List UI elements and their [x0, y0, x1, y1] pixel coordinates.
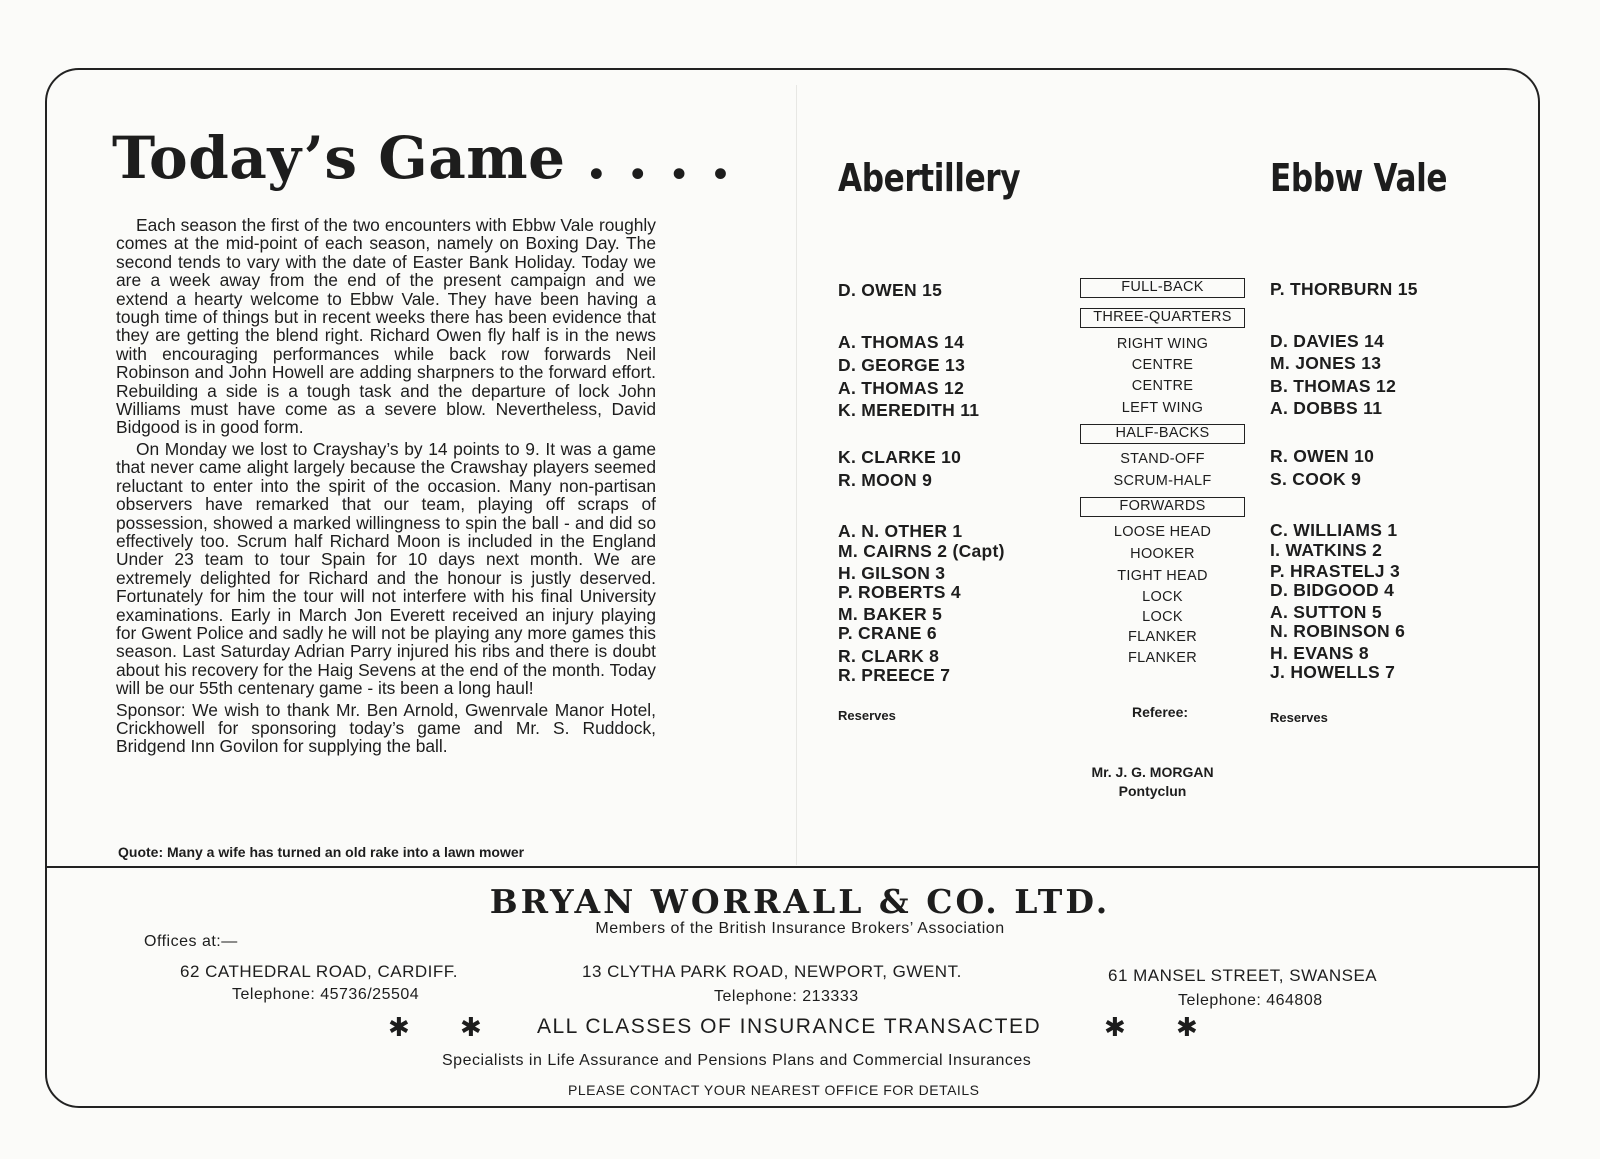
away-player: N. ROBINSON 6: [1270, 621, 1406, 641]
position-label: HOOKER: [1130, 546, 1195, 562]
referee-town: Pontyclun: [1118, 783, 1187, 799]
section-half-backs: HALF-BACKS: [1080, 424, 1245, 444]
section-full-back: FULL-BACK: [1080, 278, 1245, 298]
star-icon: ✱: [1104, 1012, 1126, 1042]
position-label: LOOSE HEAD: [1113, 524, 1212, 540]
position-label: LEFT WING: [1121, 400, 1204, 416]
home-player: H. GILSON 3: [838, 563, 946, 583]
position-label: CENTRE: [1131, 378, 1194, 394]
position-label: TIGHT HEAD: [1117, 568, 1208, 584]
home-player: A. THOMAS 12: [838, 378, 965, 398]
position-label: LOCK: [1142, 609, 1183, 625]
away-player: D. DAVIES 14: [1270, 331, 1385, 351]
position-label: SCRUM-HALF: [1113, 473, 1212, 489]
away-player: I. WATKINS 2: [1270, 540, 1383, 560]
away-reserves-label: Reserves: [1270, 710, 1328, 725]
position-label: LOCK: [1142, 589, 1183, 605]
home-player: M. CAIRNS 2 (Capt): [838, 541, 1005, 561]
office-address: 61 MANSEL STREET, SWANSEA: [1108, 966, 1378, 985]
away-player: P. HRASTELJ 3: [1270, 561, 1401, 581]
home-player: P. CRANE 6: [838, 623, 937, 643]
star-icon: ✱: [388, 1012, 410, 1042]
membership-line: Members of the British Insurance Brokers’ Association: [595, 920, 1005, 937]
away-player: C. WILLIAMS 1: [1270, 520, 1398, 540]
home-reserves-label: Reserves: [838, 708, 896, 723]
position-label: FLANKER: [1128, 650, 1197, 666]
position-label: CENTRE: [1131, 357, 1194, 373]
home-player: R. MOON 9: [838, 470, 933, 490]
contact-line: PLEASE CONTACT YOUR NEAREST OFFICE FOR DETAILS: [568, 1082, 980, 1098]
away-player: D. BIDGOOD 4: [1270, 580, 1395, 600]
office-telephone: Telephone: 464808: [1178, 992, 1323, 1009]
article-body: [116, 216, 656, 759]
article-paragraph: On Monday we lost to Crayshay’s by 14 points to 9. It was a game that never came alight largely because the Crawshay players seemed reluctant to enter into the spirit of the occasion. Many non-partisan observers have remarked that our team, playing off scraps of possession, showed a marked willingness to spin the ball - and did so effectively too. Scrum half Richard Moon is included in the England Under 23 team to tour Spain for 10 days next month. We are extremely delighted for Richard and the honour is justly deserved. Fortunately for him the tour will not interfere with his final University examinations. Early in March Jon Everett received an injury playing for Gwent Police and sadly he will not be playing any more games this season. Last Saturday Adrian Parry injured his ribs and there is doubt about his recovery for the Haig Sevens at the end of the month. Today will be our 55th centenary game - its been a long haul!: [116, 438, 656, 699]
offices-label: Offices at:—: [144, 933, 238, 950]
star-icon: ✱: [1176, 1012, 1198, 1042]
away-team-name: Ebbw Vale: [1270, 156, 1448, 200]
fold-line: [796, 85, 797, 865]
company-name: BRYAN WORRALL & CO. LTD.: [489, 882, 1111, 921]
home-player: R. PREECE 7: [838, 665, 951, 685]
position-label: RIGHT WING: [1116, 336, 1209, 352]
away-player: S. COOK 9: [1270, 469, 1362, 489]
home-player: A. N. OTHER 1: [838, 521, 963, 541]
tagline: ALL CLASSES OF INSURANCE TRANSACTED: [537, 1015, 1042, 1038]
advert-divider: [46, 866, 1540, 868]
away-player: J. HOWELLS 7: [1270, 662, 1396, 682]
away-player: B. THOMAS 12: [1270, 376, 1397, 396]
specialists-line: Specialists in Life Assurance and Pensions Plans and Commercial Insurances: [442, 1052, 1032, 1069]
section-forwards: FORWARDS: [1080, 497, 1245, 517]
star-icon: ✱: [460, 1012, 482, 1042]
sponsor-note: Sponsor: We wish to thank Mr. Ben Arnold, Gwenrvale Manor Hotel, Crickhowell for sponsoring today’s game and Mr. S. Ruddock, Bridgend Inn Govilon for supplying the ball.: [116, 699, 656, 757]
away-player: M. JONES 13: [1270, 353, 1382, 373]
home-player: A. THOMAS 14: [838, 332, 965, 352]
article-paragraph: Each season the first of the two encounters with Ebbw Vale roughly comes at the mid-point of each season, namely on Boxing Day. The second tends to vary with the date of Easter Bank Holiday. Today we are a week away from the end of the present campaign and we extend a hearty welcome to Ebbw Vale. They have been having a tough time of things but in recent weeks there has been evidence that they are getting the blend right. Richard Owen fly half is in the news with encouraging performances while back row forwards Neil Robinson and John Howell are adding sharpners to the forward effort. Rebuilding a side is a tough task and the departure of lock John Williams must have come as a severe blow. Nevertheless, David Bidgood is in good form.: [116, 215, 656, 438]
referee-name: Mr. J. G. MORGAN: [1091, 764, 1214, 780]
home-team-name: Abertillery: [838, 156, 1021, 200]
home-player: D. OWEN 15: [838, 280, 943, 300]
section-three-quarters: THREE-QUARTERS: [1080, 308, 1245, 328]
office-telephone: Telephone: 45736/25504: [232, 986, 420, 1003]
home-player: P. ROBERTS 4: [838, 582, 961, 602]
away-player: P. THORBURN 15: [1270, 279, 1418, 299]
away-player: A. SUTTON 5: [1270, 602, 1382, 622]
home-player: K. CLARKE 10: [838, 447, 962, 467]
referee-label: Referee:: [1132, 704, 1189, 720]
office-telephone: Telephone: 213333: [714, 988, 859, 1005]
home-player: K. MEREDITH 11: [838, 400, 980, 420]
home-player: D. GEORGE 13: [838, 355, 966, 375]
away-player: H. EVANS 8: [1270, 643, 1369, 663]
office-address: 13 CLYTHA PARK ROAD, NEWPORT, GWENT.: [582, 962, 962, 981]
position-label: FLANKER: [1128, 629, 1197, 645]
article-title: Today’s Game . . . .: [112, 124, 732, 192]
home-player: R. CLARK 8: [838, 646, 940, 666]
quote: Quote: Many a wife has turned an old rake into a lawn mower: [118, 844, 525, 860]
home-player: M. BAKER 5: [838, 604, 943, 624]
office-address: 62 CATHEDRAL ROAD, CARDIFF.: [180, 962, 458, 981]
away-player: A. DOBBS 11: [1270, 398, 1383, 418]
position-label: STAND-OFF: [1120, 451, 1205, 467]
away-player: R. OWEN 10: [1270, 446, 1375, 466]
